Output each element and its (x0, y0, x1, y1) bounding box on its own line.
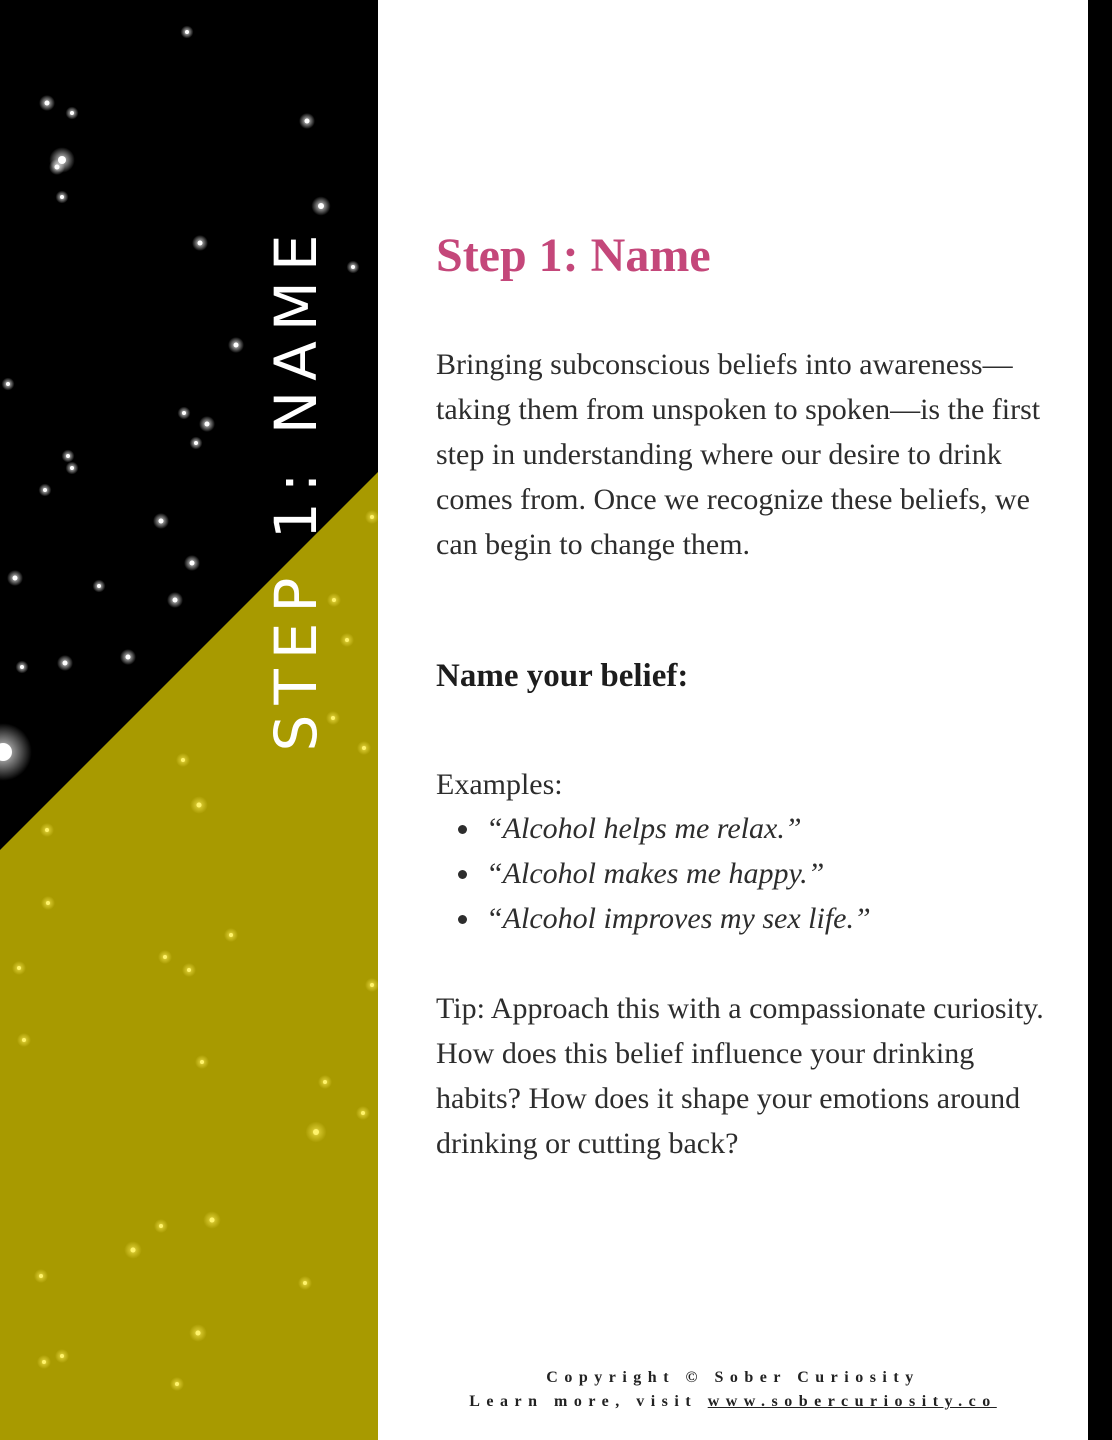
star (60, 195, 64, 199)
example-item: “Alcohol makes me happy.” (436, 851, 871, 896)
star (351, 265, 355, 269)
star (13, 576, 18, 581)
bullet-icon (458, 915, 467, 924)
example-item: “Alcohol improves my sex life.” (436, 896, 871, 941)
star (70, 111, 74, 115)
sparkle (362, 746, 366, 750)
sparkle (45, 828, 49, 832)
star (182, 411, 186, 415)
star (173, 598, 178, 603)
sparkle (39, 1274, 43, 1278)
right-border-strip (1088, 0, 1112, 1440)
star (159, 519, 164, 524)
examples-label: Examples: (436, 768, 563, 801)
footer (378, 1366, 1088, 1414)
sparkle (60, 1354, 64, 1358)
bullet-icon (458, 870, 467, 879)
sparkle (42, 1360, 46, 1364)
star (63, 661, 68, 666)
sparkle (323, 1080, 327, 1084)
star (6, 382, 10, 386)
sparkle (131, 1248, 136, 1253)
sparkle (197, 803, 202, 808)
sparkle (200, 1060, 204, 1064)
sparkle (210, 1218, 215, 1223)
page-title: Step 1: Name (436, 229, 711, 282)
star (190, 561, 195, 566)
sparkle (345, 638, 349, 642)
bullet-icon (458, 825, 467, 834)
star (66, 454, 70, 458)
sparkle (196, 1331, 201, 1336)
star (318, 203, 324, 209)
star (97, 584, 101, 588)
intro-paragraph: Bringing subconscious beliefs into awareness—taking them from unspoken to spoken—is the first step in understanding where our desire to drink comes from. Once we recognize these beliefs, we can begin to change them. (436, 348, 1041, 561)
sparkle (303, 1281, 307, 1285)
sparkle (361, 1111, 365, 1115)
star (20, 665, 24, 669)
star (185, 30, 189, 34)
star (305, 119, 310, 124)
star (70, 466, 74, 470)
vertical-title: STEP 1: NAME (262, 224, 330, 752)
sparkle (175, 1382, 179, 1386)
sparkle (22, 1038, 26, 1042)
sparkle (187, 968, 191, 972)
decorative-side-panel (0, 0, 378, 1440)
sparkle (331, 716, 335, 720)
sparkle (229, 933, 233, 937)
sparkle (332, 598, 336, 602)
sparkle (370, 983, 374, 987)
learn-more-line (378, 1390, 1088, 1414)
star (234, 343, 239, 348)
website-link[interactable]: www.sobercuriosity.co (707, 1393, 997, 1410)
examples-list (436, 806, 871, 941)
star (126, 655, 131, 660)
section-subheading: Name your belief: (436, 658, 689, 694)
sparkle (46, 901, 50, 905)
sparkle (370, 515, 374, 519)
star (198, 241, 203, 246)
content-panel (378, 0, 1088, 1440)
copyright-text: Copyright © Sober Curiosity (546, 1369, 920, 1386)
star (45, 101, 50, 106)
sparkle (181, 758, 185, 762)
star (43, 488, 47, 492)
sparkle (313, 1129, 319, 1135)
learn-more-text: Learn more, visit (469, 1393, 698, 1410)
sparkle (159, 1224, 163, 1228)
tip-paragraph: Tip: Approach this with a compassionate curiosity. How does this belief influence your drinking habits? How does it shape your emotions around drinking or cutting back? (436, 992, 1044, 1160)
star (194, 441, 198, 445)
example-item: “Alcohol helps me relax.” (436, 806, 871, 851)
sparkle (163, 955, 167, 959)
star (205, 422, 210, 427)
star (55, 165, 60, 170)
sparkle (17, 966, 21, 970)
